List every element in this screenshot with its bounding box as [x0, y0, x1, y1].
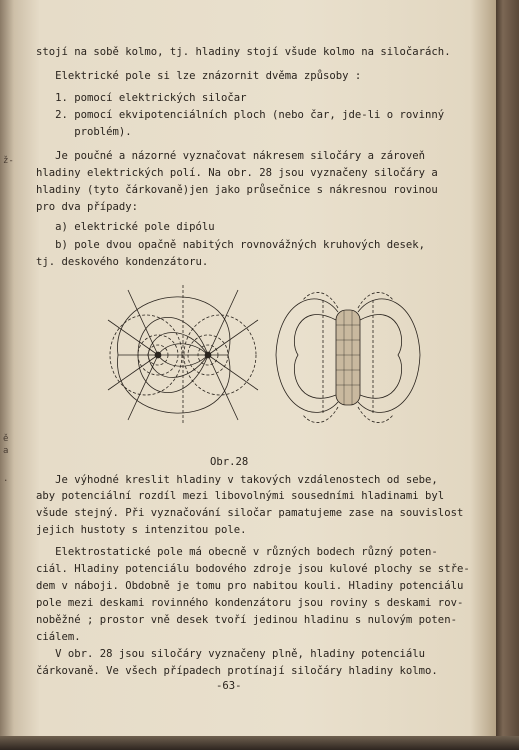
text-line: pole mezi deskami rovinného kondenzátoru jsou roviny s deskami rov-	[36, 597, 464, 609]
text-line: čárkovaně. Ve všech případech protínají siločáry hladiny kolmo.	[36, 665, 438, 677]
text-line: a) elektrické pole dipólu	[36, 221, 215, 233]
text-line: Je poučné a názorné vyznačovat nákresem siločáry a zároveň	[36, 150, 426, 162]
dipole-diagram	[108, 285, 258, 425]
text-line: problém).	[36, 126, 132, 138]
text-line: tj. deskového kondenzátoru.	[36, 256, 209, 268]
text-line: všude stejný. Při vyznačování siločar pamatujeme zase na souvislost	[36, 507, 464, 519]
text-line: ciál. Hladiny potenciálu bodového zdroje jsou kulové plochy se stře-	[36, 563, 470, 575]
text-line: noběžné ; prostor vně desek tvoří jedinou hladinu s nulovým poten-	[36, 614, 457, 626]
text-line: 1. pomocí elektrických siločar	[36, 92, 247, 104]
text-line: jejich hustoty s intenzitou pole.	[36, 524, 247, 536]
book-bottom-edge	[0, 736, 519, 750]
text-line: Je výhodné kreslit hladiny v takových vzdálenostech od sebe,	[36, 474, 438, 486]
margin-mark: .	[3, 474, 9, 484]
text-line: 2. pomocí ekvipotenciálních ploch (nebo čar, jde-li o rovinný	[36, 109, 445, 121]
page-number: -63-	[216, 680, 242, 692]
text-line: V obr. 28 jsou siločáry vyznačeny plně, hladiny potenciálu	[36, 648, 426, 660]
text-line: hladiny (tyto čárkovaně)jen jako průsečnice s nákresnou rovinou	[36, 184, 438, 196]
text-line: Elektrostatické pole má obecně v různých bodech různý poten-	[36, 546, 438, 558]
margin-mark: ž-	[3, 156, 14, 166]
text-line: dem v náboji. Obdobně je tomu pro nabitou kouli. Hladiny potenciálu	[36, 580, 464, 592]
text-line: hladiny elektrických polí. Na obr. 28 jsou vyznačeny siločáry a	[36, 167, 438, 179]
capacitor-diagram	[276, 292, 420, 422]
margin-mark: a	[3, 446, 9, 456]
text-line: aby potenciální rozdíl mezi libovolnými sousedními hladinami byl	[36, 490, 445, 502]
text-line: b) pole dvou opačně nabitých rovnovážných kruhových desek,	[36, 239, 426, 251]
margin-mark: ě	[3, 434, 9, 444]
text-line: Elektrické pole si lze znázornit dvěma způsoby :	[36, 70, 362, 82]
figure-caption: Obr.28	[210, 456, 249, 468]
text-line: stojí na sobě kolmo, tj. hladiny stojí všude kolmo na siločarách.	[36, 46, 451, 58]
book-edge	[496, 0, 519, 750]
figure-field-lines	[98, 280, 428, 430]
text-line: ciálem.	[36, 631, 81, 643]
text-line: pro dva případy:	[36, 201, 139, 213]
